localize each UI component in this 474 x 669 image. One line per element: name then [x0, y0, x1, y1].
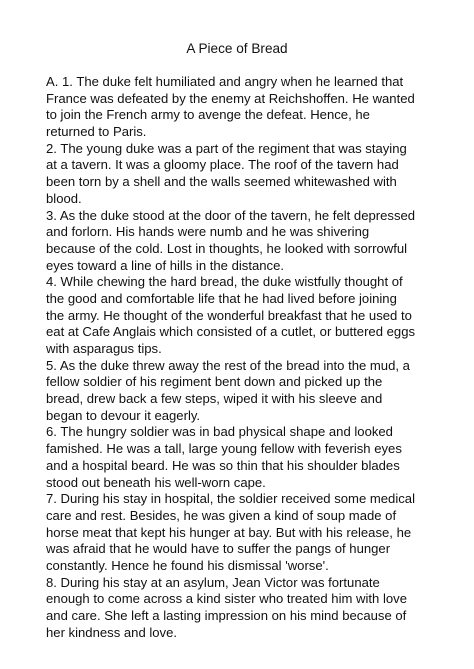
text-line: bread, drew back a few steps, wiped it with his sleeve and: [46, 391, 383, 407]
text-line: and forlorn. His hands were numb and he was shivering: [46, 224, 370, 240]
text-line: eat at Cafe Anglais which consisted of a cutlet, or buttered eggs: [46, 324, 416, 340]
text-line: care and rest. Besides, he was given a kind of soup made of: [46, 507, 397, 523]
text-line: and care. She left a lasting impression on his mind because of: [46, 608, 407, 623]
page-title: A Piece of Bread: [186, 41, 288, 56]
text-line: 5. As the duke threw away the rest of the bread into the mud, a: [46, 357, 410, 373]
text-line: the army. He thought of the wonderful breakfast that he used to: [46, 307, 412, 323]
text-line: and a hospital beard. He was so thin that his shoulder blades: [46, 457, 400, 473]
text-line: began to devour it eagerly.: [46, 407, 201, 423]
text-line: her kindness and love.: [46, 624, 178, 640]
text-line: 2. The young duke was a part of the regiment that was staying: [46, 140, 407, 156]
text-line: 4. While chewing the hard bread, the duke wistfully thought of: [46, 274, 403, 290]
text-line: blood.: [46, 190, 82, 206]
text-line: 3. As the duke stood at the door of the tavern, he felt depressed: [46, 207, 416, 223]
text-line: returned to Paris.: [46, 124, 147, 140]
text-line: eyes toward a line of hills in the distance.: [46, 257, 285, 273]
text-line: at a tavern. It was a gloomy place. The roof of the tavern had: [46, 157, 399, 173]
text-line: to join the French army to avenge the defeat. Hence, he: [46, 107, 370, 123]
text-line: was afraid that he would have to suffer the pangs of hunger: [46, 541, 391, 557]
text-line: France was defeated by the enemy at Reichshoffen. He wanted: [46, 90, 415, 106]
text-line: fellow soldier of his regiment bent down and picked up the: [46, 374, 383, 390]
text-line: constantly. Hence he found his dismissal 'worse'.: [46, 557, 329, 573]
text-line: 6. The hungry soldier was in bad physical shape and looked: [46, 424, 393, 440]
body-text: [46, 74, 456, 641]
text-line: the good and comfortable life that he had lived before joining: [46, 290, 397, 306]
text-line: 7. During his stay in hospital, the soldier received some medical: [46, 491, 415, 507]
text-line: with asparagus tips.: [46, 341, 162, 356]
text-line: because of the cold. Lost in thoughts, he looked with sorrowful: [46, 240, 408, 256]
text-line: stood out beneath his well-worn cape.: [46, 474, 266, 490]
text-line: famished. He was a tall, large young fellow with feverish eyes: [46, 441, 402, 457]
text-line: been torn by a shell and the walls seemed whitewashed with: [46, 174, 397, 190]
text-line: 8. During his stay at an asylum, Jean Victor was fortunate: [46, 574, 380, 590]
text-line: horse meat that kept his hunger at bay. But with his release, he: [46, 524, 412, 540]
text-line: A. 1. The duke felt humiliated and angry when he learned that: [46, 74, 404, 89]
text-line: enough to come across a kind sister who treated him with love: [46, 591, 407, 607]
